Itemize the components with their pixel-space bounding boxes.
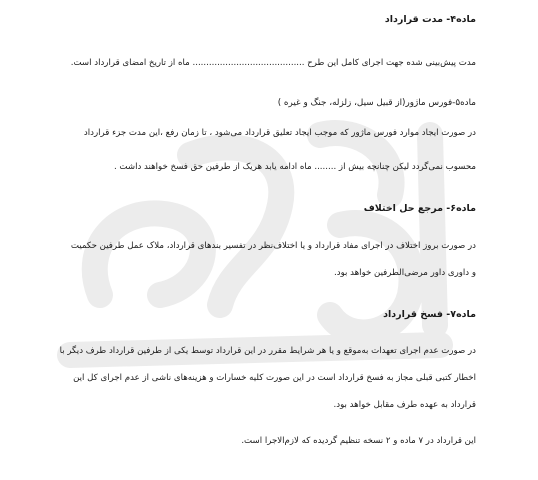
section-7-line-3: قرارداد به عهده طرف مقابل خواهد بود. (333, 400, 476, 410)
section-4-heading: ماده۴- مدت قرارداد (384, 14, 476, 25)
section-6-line-2: و داوری داور مرضی‌الطرفین خواهد بود. (334, 268, 476, 278)
watermark-logo (40, 95, 470, 385)
section-7-line-1: در صورت عدم اجرای تعهدات به‌موقع و یا هر شرایط مقرر در این قرارداد توسط یکی از طرفین قرارداد طرف دیگر با (59, 346, 476, 356)
section-6-line-1: در صورت بروز اختلاف در اجرای مفاد قرارداد و یا اختلاف‌نظر در تفسیر بندهای قرارداد، ملاک عمل طرفین حکمیت (70, 241, 476, 251)
section-7-line-2: اخطار کتبی قبلی مجاز به فسخ قرارداد است در این صورت کلیه خسارات و هزینه‌های ناشی از عدم اجرای کل این (73, 373, 476, 383)
section-7-heading: ماده۷- فسخ قرارداد (383, 309, 476, 320)
section-5-heading: ماده۵-فورس ماژور(از قبیل سیل، زلزله، جنگ و غیره ) (277, 98, 476, 108)
section-6-heading: ماده۶- مرجع حل اختلاف (363, 203, 476, 214)
closing-statement: این قرارداد در ۷ ماده و ۲ نسخه تنظیم گردیده که لازم‌الاجرا است. (241, 436, 476, 446)
section-5-line-1: در صورت ایجاد موارد فورس ماژور که موجب ایجاد تعلیق قرارداد می‌شود ، تا زمان رفع ،این مدت جزء قرارداد (83, 128, 476, 138)
section-5-line-2: محسوب نمی‌گردد لیکن چنانچه بیش از ........ ماه ادامه یابد هریک از طرفین حق فسخ خواهند داشت . (113, 162, 476, 172)
section-4-text: مدت پیش‌بینی شده جهت اجرای کامل این طرح ......................................... ماه از تاریخ امضای قرارداد است. (70, 58, 476, 68)
